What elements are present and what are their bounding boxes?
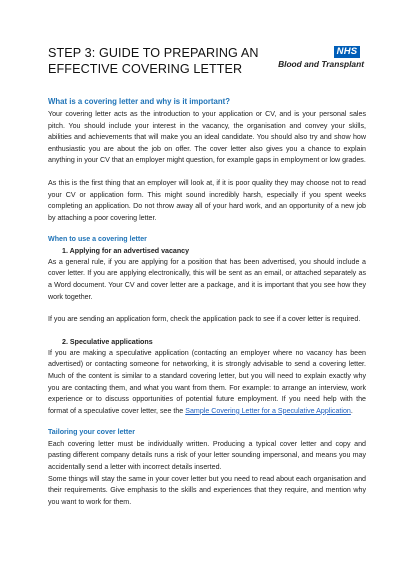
paragraph-text: If you are making a speculative application (contacting an employer where no vacancy has been advertised) or contacting someone for networking, it is strongly advisable to send a covering letter. Much of the content is similar to a standard covering letter, but you will need to explain exactly why you are contacting them, and what you want from them. For example: to arrange an interview, work experience or to discuss opportunities of potential future employment. If you need help with the format of a speculative cover letter, see the: [48, 348, 366, 415]
logo-text: Blood and Transplant: [278, 59, 364, 69]
document-body: [48, 97, 366, 508]
paragraph: If you are sending an application form, check the application pack to see if a cover letter is required.: [48, 315, 361, 324]
nhs-logo: [264, 46, 364, 78]
page-title: [48, 46, 278, 77]
paragraph: As this is the first thing that an employer will look at, if it is poor quality they may choose not to read your CV or application form. This might sound incredibly harsh, especially if you spent weeks completing an application. Do not throw away all of your hard work, and an opportunity of a new job by attaching a poor covering letter.: [48, 178, 366, 222]
paragraph: As a general rule, if you are applying for a position that has been advertised, you should include a cover letter. If you are applying electronically, this will be sent as an email, or attached separately as a Word document. Your CV and cover letter are a package, and it is important that you see how they work together.: [48, 257, 366, 301]
subheading-advertised-vacancy: 1. Applying for an advertised vacancy: [62, 246, 190, 255]
section-heading-what-is: What is a covering letter and why is it important?: [48, 97, 230, 106]
sample-letter-link[interactable]: Sample Covering Letter for a Speculative Application: [185, 406, 351, 415]
paragraph-end: .: [350, 406, 353, 415]
document-header: [48, 46, 364, 86]
section-heading-when-to-use: When to use a covering letter: [48, 235, 147, 244]
nhs-badge: NHS: [334, 46, 360, 58]
subheading-speculative-applications: 2. Speculative applications: [62, 337, 153, 346]
section-heading-tailoring: Tailoring your cover letter: [48, 428, 135, 437]
page-title-line2: EFFECTIVE COVERING LETTER: [48, 61, 243, 76]
paragraph: Your covering letter acts as the introduction to your application or CV, and is your personal sales pitch. You should include your interest in the vacancy, the organisation and convey your skills, abilities and achievements that will make you an ideal candidate. You should also try and show how enthusiastic you are about the job on offer. The cover letter also gives you a chance to explain anything in your CV that an employer might question, for example gaps in employment or low grades.: [48, 110, 366, 165]
paragraph: Each covering letter must be individually written. Producing a typical cover letter and copy and pasting different company details runs a risk of your letter sounding impersonal, and means you may accidentally send a letter with incorrect details inserted.: [48, 439, 366, 472]
page-title-line1: STEP 3: GUIDE TO PREPARING AN: [48, 46, 259, 60]
paragraph: Some things will stay the same in your cover letter but you need to read about each organisation and their requirements. Give emphasis to the skills and experiences that they require, and mention why you want to work for them.: [48, 474, 366, 506]
paragraph-speculative: [48, 348, 366, 418]
